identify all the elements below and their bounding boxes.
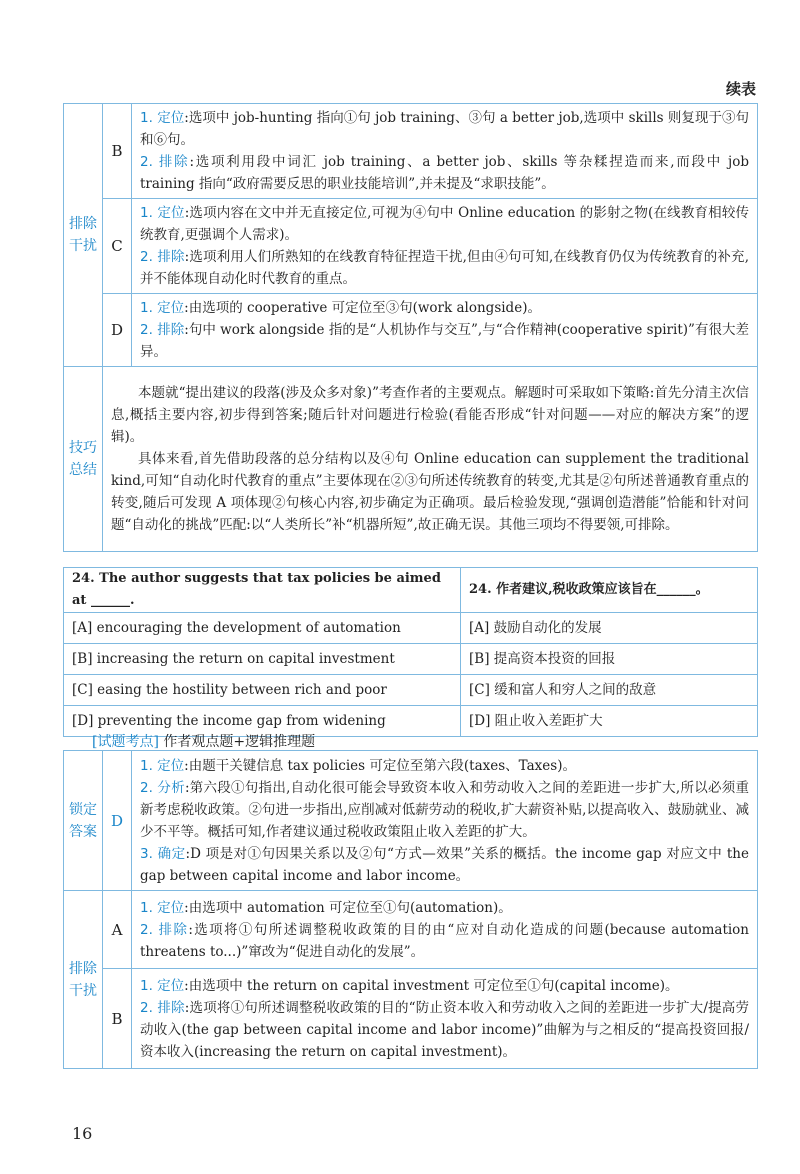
point-text: :选项利用人们所熟知的在线教育特征捏造干扰,但由④句可知,在线教育仍仅为传统教育的补充,并不能体现自动化时代教育的重点。 [140,249,750,287]
summary-content [103,367,758,552]
option-zh: [B] 提高资本投资的回报 [461,644,758,675]
question-en: 24. The author suggests that tax policies be aimed at ______. [64,568,461,613]
summary-label: 技巧总结 [64,367,103,552]
point-key: 1. 定位 [140,977,185,994]
option-analysis [132,104,758,199]
option-analysis [132,891,758,969]
point-text: :由题干关键信息 tax policies 可定位至第六段(taxes、Taxes)。 [184,757,576,774]
option-zh: [C] 缓和富人和穷人之间的敌意 [461,675,758,706]
answer-analysis [132,751,758,891]
point-text: :第六段①句指出,自动化很可能会导致资本收入和劳动收入之间的差距进一步扩大,所以必须重新考虑税收政策。②句进一步指出,应削减对低薪劳动的税收,扩大薪资补贴,以提高收入、鼓励就业、减少不平等。概括可知,作者建议通过税收政策阻止收入差距的扩大。 [140,779,749,840]
point-text: :选项将①句所述调整税收政策的目的“防止资本收入和劳动收入之间的差距进一步扩大/提高劳动收入(the gap between capital income and labor income)”曲解为与之相反的“提高投资回报/资本收入(increasing the return on capital investment)。 [140,999,750,1060]
answer-label: 锁定答案 [64,751,103,891]
option-analysis [132,199,758,294]
analysis-table-24 [63,750,758,1069]
exam-point-label: [试题考点] [92,734,159,750]
question-zh: 24. 作者建议,税收政策应该旨在______。 [461,568,758,613]
point-text: :选项利用段中词汇 job training、a better job、skills 等杂糅捏造而来,而段中 job training 指向“政府需要反思的职业技能培训”,并未提及“求职技能”。 [140,154,750,192]
answer-letter: D [103,751,132,891]
option-letter: B [103,104,132,199]
exam-point [92,731,315,751]
option-zh: [D] 阻止收入差距扩大 [461,706,758,737]
option-en: [C] easing the hostility between rich and poor [64,675,461,706]
summary-paragraph: 具体来看,首先借助段落的总分结构以及④句 Online education can supplement the traditional kind,可知“自动化时代教育的重点”主要体现在②③句所述传统教育的转变,尤其是②句所述普通教育重点的转变,随后可发现 A 项体现②句核心内容,初步确定为正确项。最后检验发现,“强调创造潜能”恰能和针对问题“自动化的挑战”匹配:以“人类所长”补“机器所短”,故正确无误。其他三项均不得要领,可排除。 [111,451,749,533]
point-key: 2. 排除 [140,921,189,938]
point-key: 1. 定位 [140,757,185,774]
table-row [64,891,758,969]
table-row [64,199,758,294]
point-key: 1. 定位 [140,110,185,126]
table-row [64,751,758,891]
table-row [64,104,758,199]
option-zh: [A] 鼓励自动化的发展 [461,613,758,644]
point-key: 2. 排除 [140,322,185,338]
option-en: [B] increasing the return on capital investment [64,644,461,675]
option-letter: D [103,294,132,367]
point-key: 2. 排除 [140,999,185,1016]
point-text: :选项内容在文中并无直接定位,可视为④句中 Online education 的影射之物(在线教育相较传统教育,更强调个人需求)。 [140,205,750,243]
point-key: 1. 定位 [140,899,185,916]
point-text: :由选项中 the return on capital investment 可定位至①句(capital income)。 [184,977,679,994]
table-row [64,675,758,706]
point-key: 3. 确定 [140,845,186,862]
table-row [64,568,758,613]
table-row [64,969,758,1069]
point-key: 2. 排除 [140,249,185,265]
option-letter: A [103,891,132,969]
point-key: 1. 定位 [140,300,185,316]
point-text: :由选项中 automation 可定位至①句(automation)。 [184,899,512,916]
option-en: [D] preventing the income gap from widening [64,706,461,737]
option-analysis [132,969,758,1069]
point-text: :选项中 job-hunting 指向①句 job training、③句 a better job,选项中 skills 则复现于③句和⑥句。 [140,110,750,148]
option-letter: C [103,199,132,294]
continued-label: 续表 [725,80,756,98]
option-letter: B [103,969,132,1069]
exam-point-text: 作者观点题+逻辑推理题 [158,734,316,750]
point-text: :D 项是对①句因果关系以及②句“方式—效果”关系的概括。the income gap 对应文中 the gap between capital income and labor income。 [140,845,749,884]
point-key: 2. 排除 [140,154,190,170]
question-table [63,567,758,737]
table-row [64,367,758,552]
group-label: 排除干扰 [64,104,103,367]
analysis-table-23 [63,103,758,552]
point-key: 2. 分析 [140,779,185,796]
point-key: 1. 定位 [140,205,185,221]
summary-paragraph: 本题就“提出建议的段落(涉及众多对象)”考查作者的主要观点。解题时可采取如下策略:首先分清主次信息,概括主要内容,初步得到答案;随后针对问题进行检验(看能否形成“针对问题——对应的解决方案”的逻辑)。 [111,385,749,445]
option-analysis [132,294,758,367]
table-row [64,613,758,644]
group-label: 排除干扰 [64,891,103,1069]
point-text: :由选项的 cooperative 可定位至③句(work alongside)。 [184,300,541,316]
point-text: :句中 work alongside 指的是“人机协作与交互”,与“合作精神(cooperative spirit)”有很大差异。 [140,322,750,360]
point-text: :选项将①句所述调整税收政策的目的由“应对自动化造成的问题(because automation threatens to...)”窜改为“促进自动化的发展”。 [140,921,750,960]
table-row [64,644,758,675]
table-row [64,294,758,367]
page-number: 16 [72,1124,93,1143]
option-en: [A] encouraging the development of automation [64,613,461,644]
